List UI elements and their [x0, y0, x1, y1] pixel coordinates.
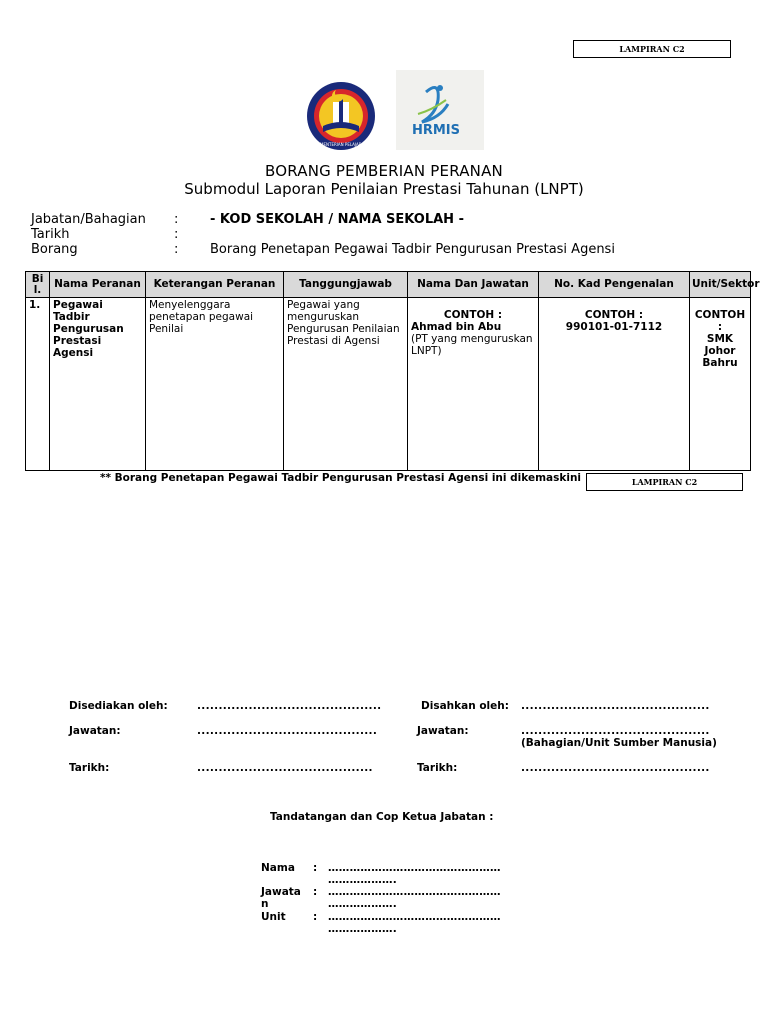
cell-no-kad [539, 298, 690, 471]
hrmis-logo [396, 70, 484, 150]
ketua-nama-dots-1: ………………………………………… [328, 862, 501, 874]
jabatan-value: - KOD SEKOLAH / NAMA SEKOLAH - [210, 212, 464, 227]
disahkan-label: Disahkan oleh: [421, 700, 509, 712]
cell-nama-peranan: Pegawai Tadbir Pengurusan Prestasi Agensi [50, 298, 146, 471]
unit-contoh-label: CONTOH : [694, 309, 746, 333]
borang-value: Borang Penetapan Pegawai Tadbir Pengurusan Prestasi Agensi [210, 242, 615, 257]
ketua-jawatan-colon: : [313, 886, 318, 898]
borang-label: Borang [31, 242, 78, 257]
ic-contoh-label: CONTOH : [584, 309, 644, 321]
header-no-kad: No. Kad Pengenalan [539, 272, 690, 298]
tarikh-label: Tarikh [31, 227, 70, 242]
cell-keterangan: Menyelenggara penetapan pegawai Penilai [146, 298, 284, 471]
kpm-logo [303, 80, 379, 152]
jawatan-left-label: Jawatan: [69, 725, 121, 737]
ketua-jawatan-label-2: n [261, 898, 269, 910]
ketua-nama-label: Nama [261, 862, 295, 874]
jawatan-value: (PT yang menguruskan LNPT) [411, 333, 533, 357]
disahkan-dots: ............................................ [521, 700, 710, 712]
ketua-unit-dots-1: ………………………………………… [328, 911, 501, 923]
tarikh-right-dots: ............................................ [521, 762, 710, 774]
ketua-jawatan-dots-2: ………………. [328, 898, 398, 910]
ketua-heading: Tandatangan dan Cop Ketua Jabatan : [270, 811, 494, 823]
jawatan-right-label: Jawatan: [417, 725, 469, 737]
tarikh-colon: : [174, 227, 179, 242]
ketua-nama-dots-2: ………………. [328, 874, 398, 886]
jawatan-right-note: (Bahagian/Unit Sumber Manusia) [521, 737, 717, 749]
tarikh-left-dots: ......................................... [197, 762, 373, 774]
tarikh-left-label: Tarikh: [69, 762, 110, 774]
header-tanggungjawab: Tanggungjawab [284, 272, 408, 298]
form-title: BORANG PEMBERIAN PERANAN [265, 162, 503, 180]
header-bil: Bi l. [26, 272, 50, 298]
ketua-jawatan-dots-1: ………………………………………… [328, 886, 501, 898]
header-keterangan: Keterangan Peranan [146, 272, 284, 298]
jawatan-right-dots: ............................................ [521, 725, 710, 737]
ketua-nama-colon: : [313, 862, 318, 874]
jawatan-left-dots: .......................................... [197, 725, 378, 737]
header-nama-peranan: Nama Peranan [50, 272, 146, 298]
form-subtitle: Submodul Laporan Penilaian Prestasi Tahunan (LNPT) [184, 180, 584, 198]
ketua-unit-dots-2: ………………. [328, 923, 398, 935]
roles-table [25, 271, 760, 471]
ketua-unit-colon: : [313, 911, 318, 923]
cell-unit-sektor [690, 298, 751, 471]
svg-text:KEMENTERIAN PELAJARAN: KEMENTERIAN PELAJARAN [314, 142, 368, 147]
lampiran-label-top: LAMPIRAN C2 [573, 40, 731, 58]
ketua-jawatan-label-1: Jawata [261, 886, 301, 898]
table-row [26, 298, 751, 471]
jabatan-label: Jabatan/Bahagian [31, 212, 146, 227]
ic-value: 990101-01-7112 [565, 321, 663, 333]
ketua-unit-label: Unit [261, 911, 286, 923]
disediakan-label: Disediakan oleh: [69, 700, 168, 712]
table-header-row [26, 272, 751, 298]
nama-contoh-label: CONTOH : [443, 309, 503, 321]
disediakan-dots: ........................................... [197, 700, 382, 712]
hrmis-logo-text: HRMIS [411, 123, 461, 138]
header-unit-sektor: Unit/Sektor [690, 272, 751, 298]
cell-nama-jawatan [408, 298, 539, 471]
cell-bil: 1. [26, 298, 50, 471]
borang-colon: : [174, 242, 179, 257]
jabatan-colon: : [174, 212, 179, 227]
header-nama-jawatan: Nama Dan Jawatan [408, 272, 539, 298]
footnote: ** Borang Penetapan Pegawai Tadbir Pengurusan Prestasi Agensi ini dikemaskini [100, 472, 582, 484]
unit-value: SMK Johor Bahru [702, 333, 738, 369]
lampiran-label-mid: LAMPIRAN C2 [586, 473, 743, 491]
cell-tanggungjawab: Pegawai yang menguruskan Pengurusan Penilaian Prestasi di Agensi [284, 298, 408, 471]
tarikh-right-label: Tarikh: [417, 762, 458, 774]
nama-value: Ahmad bin Abu [411, 321, 502, 333]
